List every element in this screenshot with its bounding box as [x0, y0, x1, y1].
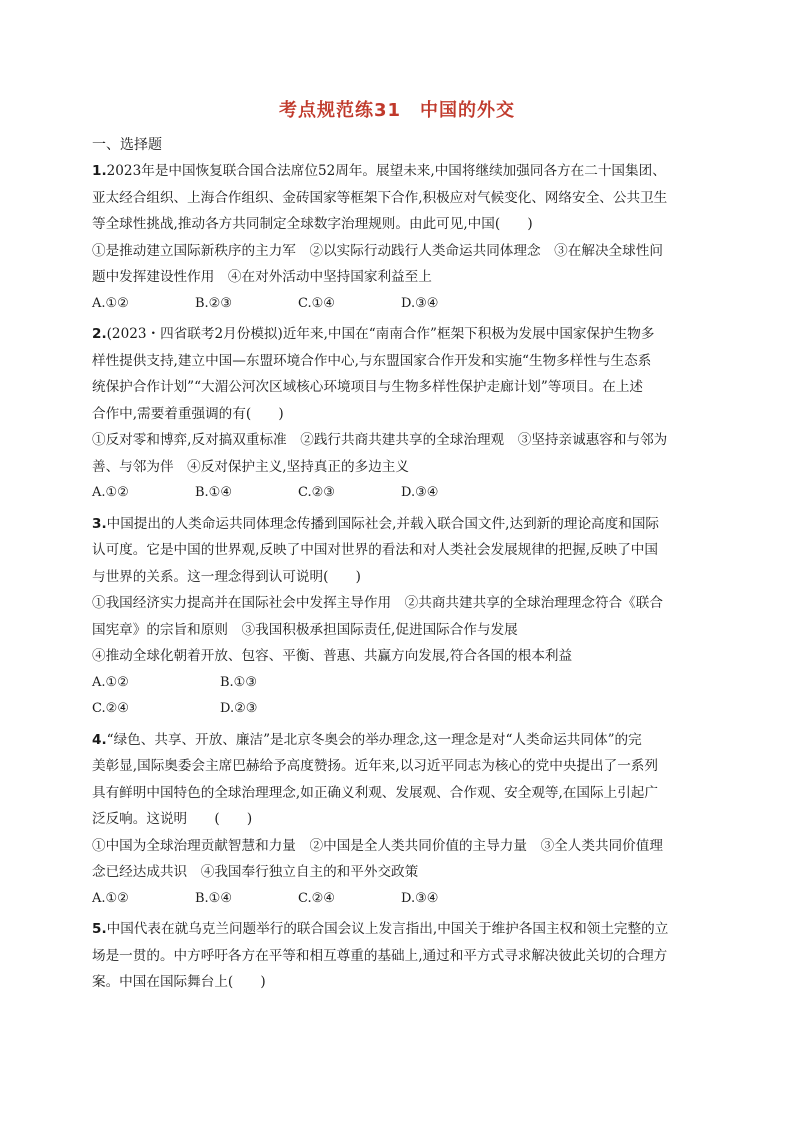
stem-line	[92, 537, 702, 564]
stem-text: 2023年是中国恢复联合国合法席位52周年。展望未来,中国将继续加强同各方在二十国集团、	[106, 163, 666, 179]
statement-line: ①是推动建立国际新秩序的主力军 ②以实际行动践行人类命运共同体理念 ③在解决全球性问	[92, 242, 663, 259]
question-stem	[92, 727, 702, 833]
question-number: 2.	[92, 326, 107, 342]
answer-options	[92, 670, 702, 697]
stem-line	[92, 753, 702, 780]
question-4	[92, 727, 702, 913]
answer-option[interactable]: C.②③	[298, 485, 335, 500]
question-number: 3.	[92, 515, 107, 532]
stem-line	[92, 348, 702, 375]
stem-text: 美彰显,国际奥委会主席巴赫给予高度赞扬。近年来,以习近平同志为核心的党中央提出了一系列	[92, 758, 658, 774]
answer-options	[92, 886, 702, 913]
stem-line	[92, 564, 702, 591]
stem-text: 亚太经合组织、上海合作组织、金砖国家等框架下合作,积极应对气候变化、网络安全、公共卫生	[92, 189, 668, 206]
stem-line	[92, 211, 702, 238]
stem-text: 泛反响。这说明 ( )	[92, 811, 253, 827]
statement-line: ①我国经济实力提高并在国际社会中发挥主导作用 ②共商共建共享的全球治理理念符合《联合	[92, 595, 663, 611]
stem-line	[92, 374, 702, 401]
stem-line	[92, 511, 702, 538]
question-5	[92, 916, 702, 996]
stem-line	[92, 806, 702, 833]
answer-option[interactable]: D.②③	[220, 701, 258, 716]
stem-line	[92, 727, 702, 754]
stem-text: 合作中,需要着重强调的有( )	[92, 405, 284, 422]
question-3	[92, 511, 702, 723]
answer-option[interactable]: D.③④	[401, 295, 439, 311]
stem-line	[92, 969, 702, 996]
answer-option[interactable]: B.①④	[195, 890, 232, 906]
stem-text: 样性提供支持,建立中国—东盟环境合作中心,与东盟国家合作开发和实施“生物多样性与生态系	[92, 352, 652, 369]
stem-text: 中国提出的人类命运共同体理念传播到国际社会,并载入联合国文件,达到新的理论高度和国际	[106, 515, 660, 532]
stem-text: 认可度。它是中国的世界观,反映了中国对世界的看法和对人类社会发展规律的把握,反映了中国	[92, 542, 658, 558]
answer-option[interactable]: C.②④	[298, 890, 335, 906]
stem-text: 统保护合作计划”“大湄公河次区域核心环境项目与生物多样性保护走廊计划”等项目。在上述	[92, 379, 644, 395]
stem-line	[92, 916, 702, 943]
question-list	[92, 158, 702, 1000]
question-1	[92, 158, 702, 317]
page-title: 考点规范练31 中国的外交	[278, 100, 516, 121]
stem-line	[92, 158, 702, 185]
question-stem	[92, 158, 702, 238]
question-stem	[92, 321, 702, 427]
answer-option[interactable]: B.①④	[195, 485, 232, 500]
answer-option[interactable]: B.①③	[220, 674, 257, 690]
stem-text: 与世界的关系。这一理念得到认可说明( )	[92, 568, 361, 585]
stem-text: (2023・四省联考2月份模拟)近年来,中国在“南南合作”框架下积极为发展中国家保护生物多	[106, 326, 655, 342]
stem-line	[92, 943, 702, 970]
answer-options	[92, 480, 702, 507]
question-stem	[92, 511, 702, 591]
section-heading: 一、选择题	[92, 137, 162, 153]
question-number: 4.	[92, 731, 107, 748]
stem-text: 具有鲜明中国特色的全球治理理念,如正确义利观、发展观、合作观、安全观等,在国际上引起广	[92, 784, 658, 801]
question-2	[92, 321, 702, 507]
stem-text: 等全球性挑战,推动各方共同制定全球数字治理规则。由此可见,中国( )	[92, 216, 533, 232]
answer-options	[92, 696, 702, 723]
answer-option[interactable]: A.①②	[92, 674, 129, 690]
answer-options	[92, 291, 702, 318]
stem-line	[92, 401, 702, 428]
answer-option[interactable]: C.①④	[298, 295, 335, 311]
stem-text: “绿色、共享、开放、廉洁”是北京冬奥会的举办理念,这一理念是对“人类命运共同体”的完	[106, 731, 642, 748]
statement-line: 题中发挥建设性作用 ④在对外活动中坚持国家利益至上	[92, 269, 432, 285]
answer-option[interactable]: A.①②	[92, 890, 129, 906]
answer-option[interactable]: A.①②	[92, 295, 129, 311]
answer-option[interactable]: D.③④	[401, 890, 439, 906]
statement-line: ①中国为全球治理贡献智慧和力量 ②中国是全人类共同价值的主导力量 ③全人类共同价值理	[92, 837, 663, 854]
statement-line: 国宪章》的宗旨和原则 ③我国积极承担国际责任,促进国际合作与发展	[92, 621, 518, 638]
question-number: 1.	[92, 163, 107, 179]
stem-text: 场是一贯的。中方呼吁各方在平等和相互尊重的基础上,通过和平方式寻求解决彼此关切的合理方	[92, 947, 668, 964]
statement-line: 善、与邻为伴 ④反对保护主义,坚持真正的多边主义	[92, 458, 409, 475]
stem-line	[92, 780, 702, 807]
answer-option[interactable]: B.②③	[195, 295, 232, 311]
stem-text: 案。中国在国际舞台上( )	[92, 974, 266, 990]
stem-text: 中国代表在就乌克兰问题举行的联合国会议上发言指出,中国关于维护各国主权和领土完整的立	[106, 921, 669, 937]
question-stem	[92, 916, 702, 996]
question-number: 5.	[92, 921, 107, 937]
stem-line	[92, 321, 702, 348]
statement-line: 念已经达成共识 ④我国奉行独立自主的和平外交政策	[92, 864, 419, 880]
statement-line: ①反对零和博弈,反对搞双重标准 ②践行共商共建共享的全球治理观 ③坚持亲诚惠容和与邻为	[92, 432, 668, 448]
answer-option[interactable]: C.②④	[92, 701, 129, 716]
answer-option[interactable]: A.①②	[92, 485, 129, 500]
stem-line	[92, 185, 702, 212]
answer-option[interactable]: D.③④	[401, 485, 439, 500]
statement-line: ④推动全球化朝着开放、包容、平衡、普惠、共赢方向发展,符合各国的根本利益	[92, 648, 573, 664]
